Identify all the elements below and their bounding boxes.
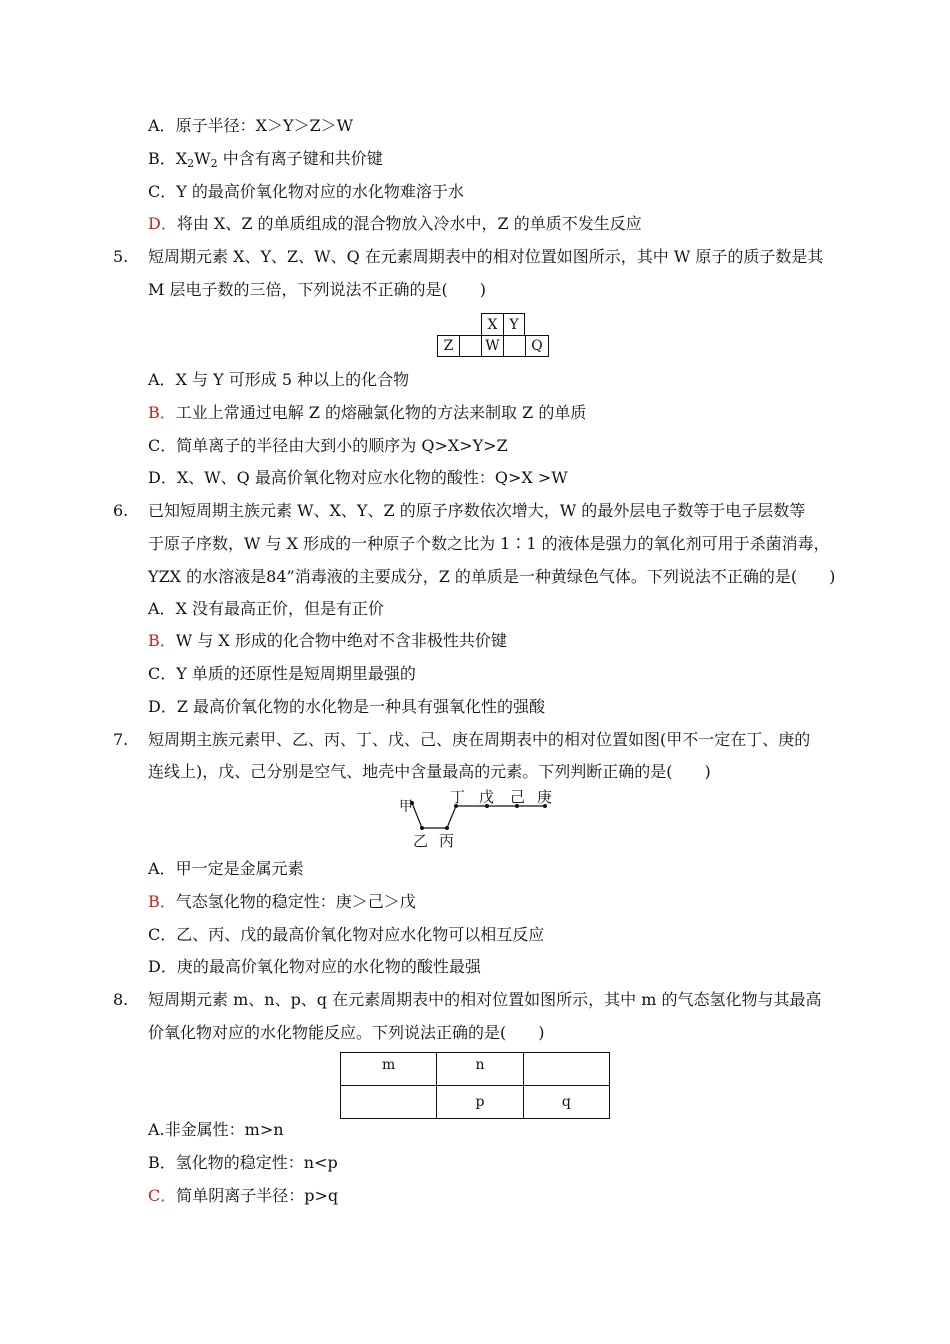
q4-option-d: D．将由 X、Z 的单质组成的混合物放入冷水中，Z 的单质不发生反应 <box>148 214 642 233</box>
q6-option-d: D．Z 最高价氧化物的水化物是一种具有强氧化性的强酸 <box>148 697 546 716</box>
grid-cell-z: Z <box>437 335 459 357</box>
q6-option-b: B．W 与 X 形成的化合物中绝对不含非极性共价键 <box>148 631 507 650</box>
q8-number: 8. <box>113 990 129 1009</box>
q7-option-b: B．气态氢化物的稳定性：庚＞己＞戊 <box>148 892 416 911</box>
q6-option-a: A．X 没有最高正价，但是有正价 <box>148 599 385 618</box>
q7-number: 7. <box>113 730 129 749</box>
table-cell-m: m <box>341 1053 437 1086</box>
table-cell-n: n <box>437 1053 523 1086</box>
q5-option-c: C．简单离子的半径由大到小的顺序为 Q>X>Y>Z <box>148 436 508 455</box>
q8-periodic-table <box>340 1052 610 1119</box>
grid-cell-empty <box>459 335 481 357</box>
q8-stem-line2: 价氧化物对应的水化物能反应。下列说法正确的是( ) <box>148 1023 545 1042</box>
q7-stem-line2: 连线上)，戊、己分别是空气、地壳中含量最高的元素。下列判断正确的是( ) <box>148 762 711 781</box>
q5-number: 5. <box>113 247 129 266</box>
q4-option-c: C．Y 的最高价氧化物对应的水化物难溶于水 <box>148 182 464 201</box>
q7-element-diagram <box>395 788 565 850</box>
label-bing: 丙 <box>439 832 455 850</box>
q8-stem-line1: 短周期元素 m、n、p、q 在元素周期表中的相对位置如图所示，其中 m 的气态氢化物与其最高 <box>148 990 822 1009</box>
q4-option-a: A．原子半径：X＞Y＞Z＞W <box>148 116 354 135</box>
q5-option-a: A．X 与 Y 可形成 5 种以上的化合物 <box>148 370 410 389</box>
table-cell-empty <box>523 1053 609 1086</box>
q7-option-c: C．乙、丙、戊的最高价氧化物对应水化物可以相互反应 <box>148 925 545 944</box>
table-cell-q: q <box>523 1086 609 1119</box>
label-geng: 庚 <box>537 788 553 806</box>
q7-stem-line1: 短周期主族元素甲、乙、丙、丁、戊、己、庚在周期表中的相对位置如图(甲不一定在丁、庚的 <box>148 730 811 749</box>
table-cell-empty <box>341 1086 437 1119</box>
label-ji: 己 <box>510 788 526 806</box>
q8-option-c: C．简单阴离子半径：p>q <box>148 1186 339 1205</box>
q6-stem-line1: 已知短周期主族元素 W、X、Y、Z 的原子序数依次增大，W 的最外层电子数等于电子层数等 <box>148 501 806 520</box>
q5-option-b: B．工业上常通过电解 Z 的熔融氯化物的方法来制取 Z 的单质 <box>148 403 587 422</box>
q5-stem-line2: M 层电子数的三倍，下列说法不正确的是( ) <box>148 280 486 299</box>
label-jia: 甲 <box>399 799 413 815</box>
q7-option-a: A．甲一定是金属元素 <box>148 859 304 878</box>
q6-option-c: C．Y 单质的还原性是短周期里最强的 <box>148 664 416 683</box>
q6-number: 6. <box>113 501 129 520</box>
grid-cell-q: Q <box>525 335 549 357</box>
label-yi: 乙 <box>413 832 429 850</box>
q4-option-b: B．$X_2W_2$ 中含有离子键和共价键 <box>148 149 383 170</box>
grid-cell-w: W <box>481 335 503 357</box>
q5-option-d: D．X、W、Q 最高价氧化物对应水化物的酸性：Q>X >W <box>148 468 568 487</box>
q5-periodic-grid <box>437 313 549 357</box>
q5-stem-line1: 短周期元素 X、Y、Z、W、Q 在元素周期表中的相对位置如图所示，其中 W 原子的质子数是其 <box>148 247 824 266</box>
answer-marker: C． <box>148 1186 177 1205</box>
q7-option-d: D．庚的最高价氧化物对应的水化物的酸性最强 <box>148 957 481 976</box>
label-wu: 戊 <box>479 788 495 806</box>
answer-marker: B． <box>148 403 176 422</box>
table-cell-p: p <box>437 1086 523 1119</box>
answer-marker: D． <box>148 214 177 233</box>
label-ding: 丁 <box>450 788 466 806</box>
answer-marker: B． <box>148 892 176 911</box>
grid-cell-empty <box>503 335 525 357</box>
q8-option-b: B．氢化物的稳定性：n<p <box>148 1153 338 1172</box>
q8-option-a: A.非金属性：m>n <box>148 1120 284 1139</box>
grid-cell-x: X <box>481 313 503 335</box>
answer-marker: B． <box>148 631 176 650</box>
grid-cell-y: Y <box>503 313 525 335</box>
q6-stem-line2: 于原子序数，W 与 X 形成的一种原子个数之比为 1∶1 的液体是强力的氧化剂可用于杀菌消毒， <box>148 534 830 553</box>
q6-stem-line3: YZX 的水溶液是84”消毒液的主要成分，Z 的单质是一种黄绿色气体。下列说法不正确的是( ) <box>148 567 836 586</box>
